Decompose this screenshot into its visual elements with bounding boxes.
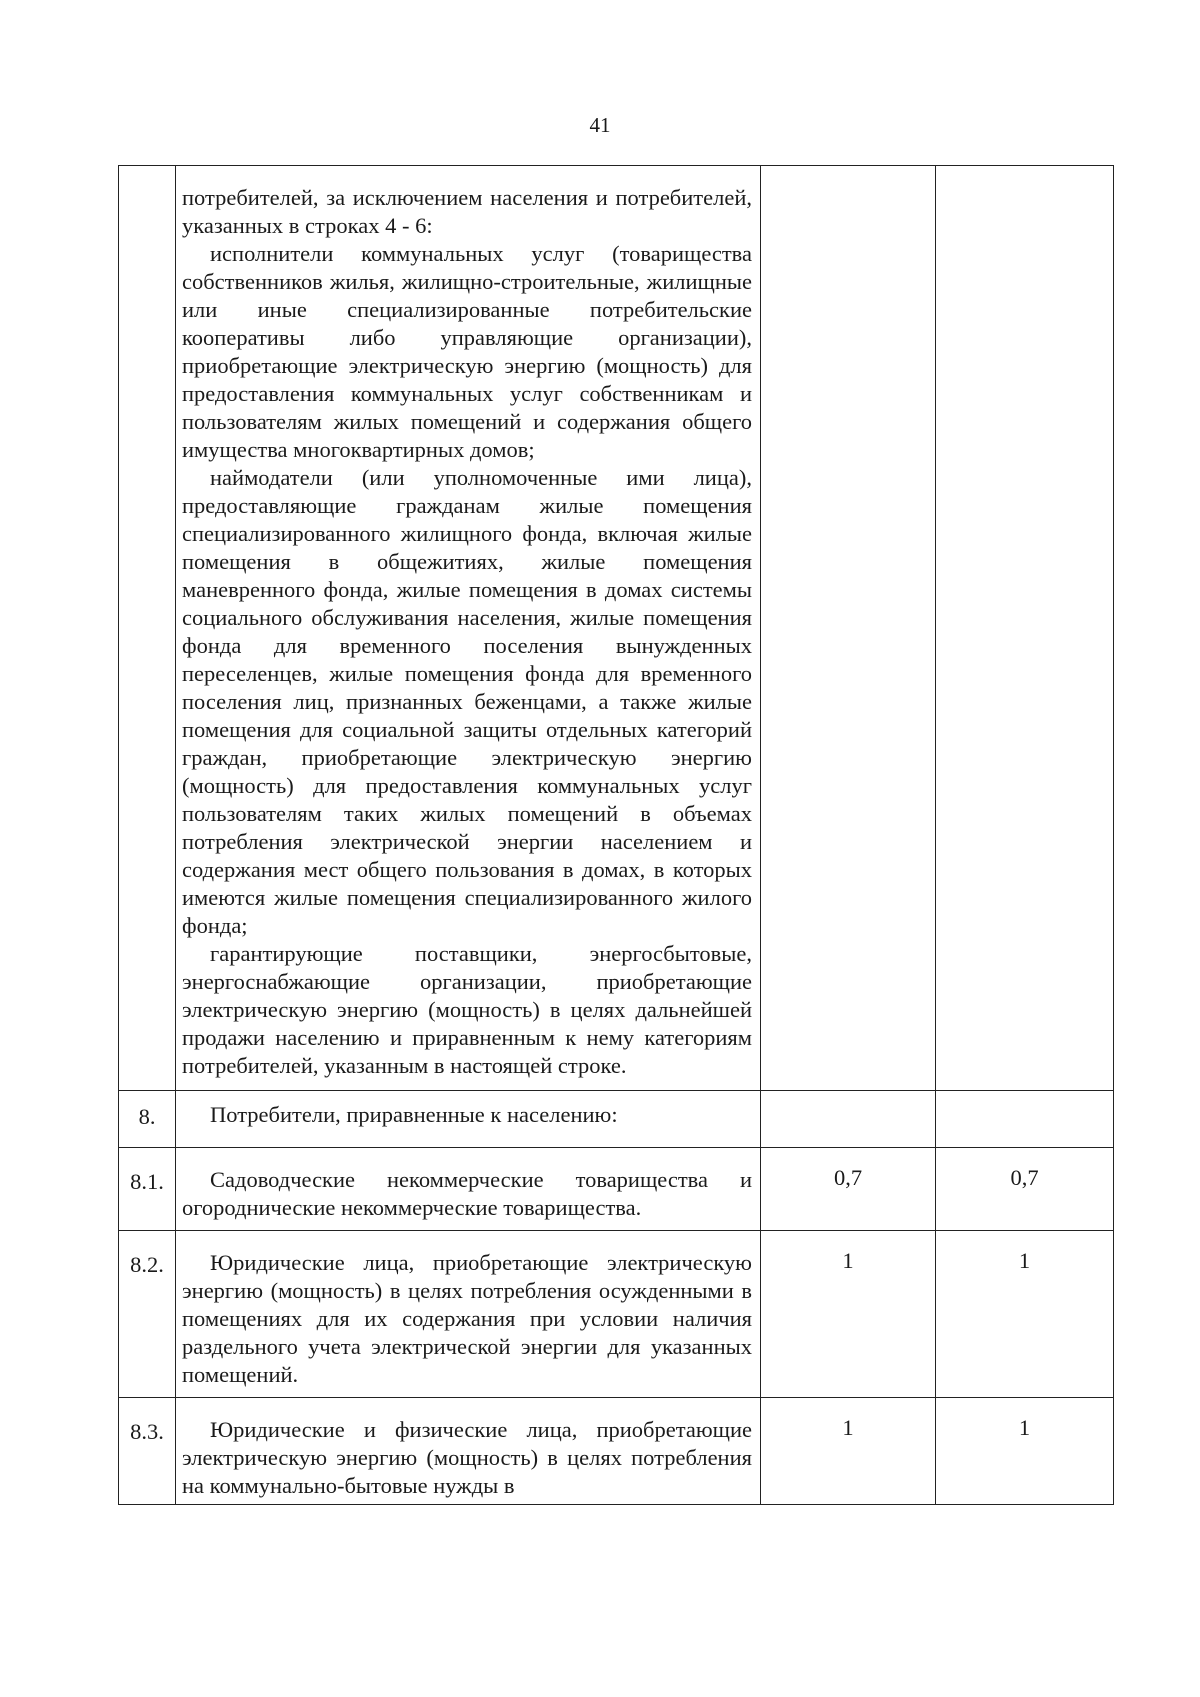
row-value-2: 0,7: [936, 1148, 1114, 1231]
row-description: [176, 1398, 761, 1505]
row-value-2: [936, 166, 1114, 1091]
table-row: [119, 1231, 1114, 1398]
paragraph: Садоводческие некоммерческие товарищества и огороднические некоммерческие товарищества.: [182, 1167, 752, 1220]
row-number: 8.: [119, 1091, 176, 1148]
paragraph: потребителей, за исключением населения и потребителей, указанных в строках 4 - 6:: [182, 185, 752, 238]
table-row: [119, 1091, 1114, 1148]
row-value-1: [761, 166, 936, 1091]
row-number: 8.2.: [119, 1231, 176, 1398]
paragraph: Юридические лица, приобретающие электрическую энергию (мощность) в целях потребления осужденными в помещениях для их содержания при условии наличия раздельного учета электрической энергии для указанных помещений.: [182, 1250, 752, 1387]
row-value-2: [936, 1091, 1114, 1148]
paragraph: наймодатели (или уполномоченные ими лица), предоставляющие гражданам жилые помещения специализированного жилищного фонда, включая жилые помещения в общежитиях, жилые помещения маневренного фонда, жилые помещения в домах системы социального обслуживания населения, жилые помещения фонда для временного поселения вынужденных переселенцев, жилые помещения фонда для временного поселения лиц, признанных беженцами, а также жилые помещения для социальной защиты отдельных категорий граждан, приобретающие электрическую энергию (мощность) для предоставления коммунальных услуг пользователям таких жилых помещений в объемах потребления электрической энергии населением и содержания мест общего пользования в домах, в которых имеются жилые помещения специализированного жилого фонда;: [182, 465, 752, 938]
row-value-1: [761, 1091, 936, 1148]
paragraph: исполнители коммунальных услуг (товарищества собственников жилья, жилищно-строительные, жилищные или иные специализированные потребительские кооперативы либо управляющие организации), приобретающие электрическую энергию (мощность) для предоставления коммунальных услуг собственникам и пользователям жилых помещений и содержания общего имущества многоквартирных домов;: [182, 241, 752, 462]
page-number: 41: [589, 113, 611, 137]
row-description: [176, 1091, 761, 1148]
table-row: [119, 1148, 1114, 1231]
row-value-1: 1: [761, 1231, 936, 1398]
table-row: [119, 166, 1114, 1091]
table-row: [119, 1398, 1114, 1505]
row-number: 8.3.: [119, 1398, 176, 1505]
row-value-2: 1: [936, 1398, 1114, 1505]
paragraph: Потребители, приравненные к населению:: [210, 1102, 618, 1127]
paragraph: гарантирующие поставщики, энергосбытовые, энергоснабжающие организации, приобретающие электрическую энергию (мощность) в целях дальнейшей продажи населению и приравненным к нему категориям потребителей, указанным в настоящей строке.: [182, 941, 752, 1078]
tariff-table: [118, 165, 1114, 1505]
row-description: [176, 1148, 761, 1231]
row-number: [119, 166, 176, 1091]
row-value-2: 1: [936, 1231, 1114, 1398]
row-description: [176, 1231, 761, 1398]
row-value-1: 0,7: [761, 1148, 936, 1231]
row-value-1: 1: [761, 1398, 936, 1505]
row-number: 8.1.: [119, 1148, 176, 1231]
paragraph: Юридические и физические лица, приобретающие электрическую энергию (мощность) в целях потребления на коммунально-бытовые нужды в: [182, 1417, 752, 1498]
row-description: [176, 166, 761, 1091]
